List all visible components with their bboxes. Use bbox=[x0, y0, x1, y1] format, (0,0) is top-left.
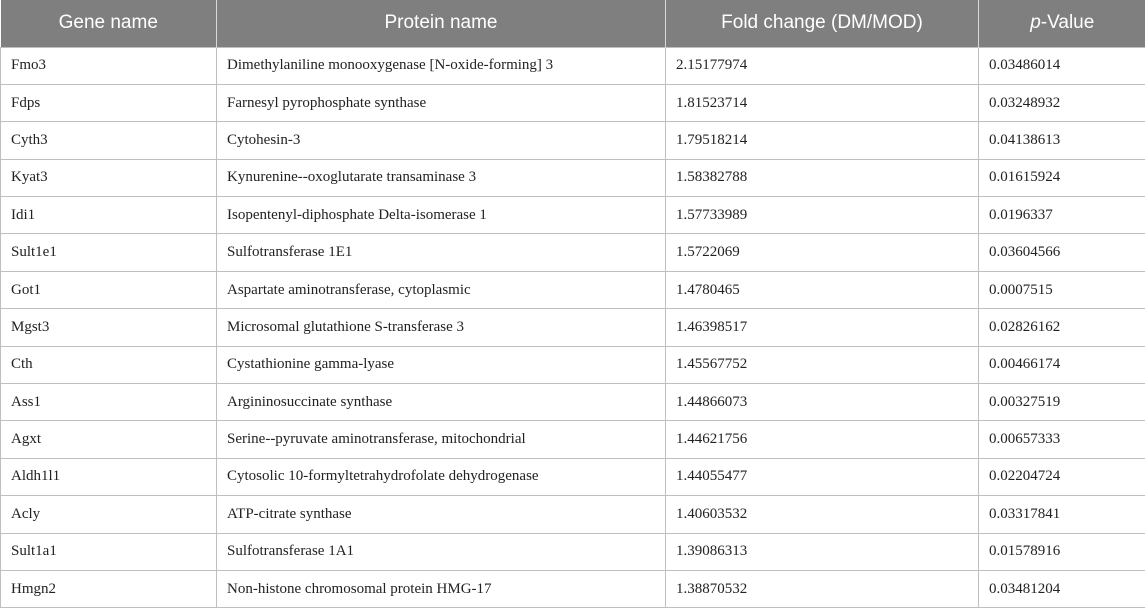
cell-gene-name: Hmgn2 bbox=[1, 570, 217, 607]
cell-fold-change: 1.5722069 bbox=[666, 234, 979, 271]
table-row bbox=[1, 47, 1145, 84]
cell-p-value: 0.00657333 bbox=[979, 421, 1145, 458]
cell-protein-name: Microsomal glutathione S-transferase 3 bbox=[217, 309, 666, 346]
cell-fold-change: 1.4780465 bbox=[666, 271, 979, 308]
table-row bbox=[1, 197, 1145, 234]
table-row bbox=[1, 421, 1145, 458]
cell-p-value: 0.02826162 bbox=[979, 309, 1145, 346]
header-p-italic: p bbox=[1030, 12, 1041, 34]
cell-p-value: 0.04138613 bbox=[979, 122, 1145, 159]
cell-p-value: 0.02204724 bbox=[979, 458, 1145, 495]
cell-protein-name: Isopentenyl-diphosphate Delta-isomerase 1 bbox=[217, 197, 666, 234]
cell-gene-name: Kyat3 bbox=[1, 159, 217, 196]
cell-fold-change: 1.81523714 bbox=[666, 84, 979, 121]
cell-gene-name: Cyth3 bbox=[1, 122, 217, 159]
table-row bbox=[1, 496, 1145, 533]
header-p-suffix: -Value bbox=[1040, 12, 1095, 34]
cell-fold-change: 1.45567752 bbox=[666, 346, 979, 383]
table-row bbox=[1, 122, 1145, 159]
table-header bbox=[1, 0, 1145, 47]
header-p-value bbox=[979, 0, 1145, 47]
cell-fold-change: 1.38870532 bbox=[666, 570, 979, 607]
cell-gene-name: Idi1 bbox=[1, 197, 217, 234]
table-row bbox=[1, 234, 1145, 271]
cell-fold-change: 1.46398517 bbox=[666, 309, 979, 346]
cell-fold-change: 1.44866073 bbox=[666, 384, 979, 421]
cell-gene-name: Mgst3 bbox=[1, 309, 217, 346]
cell-protein-name: Cytosolic 10-formyltetrahydrofolate dehydrogenase bbox=[217, 458, 666, 495]
cell-protein-name: Sulfotransferase 1E1 bbox=[217, 234, 666, 271]
header-gene-name: Gene name bbox=[58, 12, 158, 34]
cell-protein-name: Sulfotransferase 1A1 bbox=[217, 533, 666, 570]
cell-p-value: 0.03604566 bbox=[979, 234, 1145, 271]
cell-fold-change: 1.79518214 bbox=[666, 122, 979, 159]
table-row bbox=[1, 271, 1145, 308]
table-row bbox=[1, 346, 1145, 383]
cell-fold-change: 1.44621756 bbox=[666, 421, 979, 458]
cell-protein-name: Kynurenine--oxoglutarate transaminase 3 bbox=[217, 159, 666, 196]
cell-fold-change: 1.39086313 bbox=[666, 533, 979, 570]
cell-fold-change: 1.57733989 bbox=[666, 197, 979, 234]
table-body bbox=[1, 47, 1145, 608]
cell-p-value: 0.01578916 bbox=[979, 533, 1145, 570]
cell-gene-name: Fdps bbox=[1, 84, 217, 121]
cell-protein-name: Serine--pyruvate aminotransferase, mitochondrial bbox=[217, 421, 666, 458]
cell-p-value: 0.03486014 bbox=[979, 47, 1145, 84]
cell-gene-name: Acly bbox=[1, 496, 217, 533]
cell-protein-name: Argininosuccinate synthase bbox=[217, 384, 666, 421]
cell-p-value: 0.0196337 bbox=[979, 197, 1145, 234]
table-row bbox=[1, 458, 1145, 495]
table-row bbox=[1, 533, 1145, 570]
cell-gene-name: Got1 bbox=[1, 271, 217, 308]
table-row bbox=[1, 84, 1145, 121]
header-protein-name: Protein name bbox=[217, 0, 666, 47]
cell-fold-change: 2.15177974 bbox=[666, 47, 979, 84]
cell-fold-change: 1.44055477 bbox=[666, 458, 979, 495]
cell-protein-name: Aspartate aminotransferase, cytoplasmic bbox=[217, 271, 666, 308]
cell-protein-name: Cytohesin-3 bbox=[217, 122, 666, 159]
cell-protein-name: Non-histone chromosomal protein HMG-17 bbox=[217, 570, 666, 607]
cell-gene-name: Sult1a1 bbox=[1, 533, 217, 570]
table-row bbox=[1, 384, 1145, 421]
cell-fold-change: 1.58382788 bbox=[666, 159, 979, 196]
cell-p-value: 0.03317841 bbox=[979, 496, 1145, 533]
header-row bbox=[1, 0, 1145, 47]
cell-p-value: 0.03248932 bbox=[979, 84, 1145, 121]
table-row bbox=[1, 570, 1145, 607]
cell-gene-name: Ass1 bbox=[1, 384, 217, 421]
table-row bbox=[1, 309, 1145, 346]
cell-protein-name: ATP-citrate synthase bbox=[217, 496, 666, 533]
cell-p-value: 0.0007515 bbox=[979, 271, 1145, 308]
cell-p-value: 0.01615924 bbox=[979, 159, 1145, 196]
cell-gene-name: Sult1e1 bbox=[1, 234, 217, 271]
cell-protein-name: Cystathionine gamma-lyase bbox=[217, 346, 666, 383]
cell-protein-name: Dimethylaniline monooxygenase [N-oxide-forming] 3 bbox=[217, 47, 666, 84]
cell-p-value: 0.00327519 bbox=[979, 384, 1145, 421]
header-fold-change: Fold change (DM/MOD) bbox=[666, 0, 979, 47]
cell-fold-change: 1.40603532 bbox=[666, 496, 979, 533]
cell-protein-name: Farnesyl pyrophosphate synthase bbox=[217, 84, 666, 121]
cell-gene-name: Aldh1l1 bbox=[1, 458, 217, 495]
cell-gene-name: Cth bbox=[1, 346, 217, 383]
cell-p-value: 0.00466174 bbox=[979, 346, 1145, 383]
cell-p-value: 0.03481204 bbox=[979, 570, 1145, 607]
table-row bbox=[1, 159, 1145, 196]
cell-gene-name: Fmo3 bbox=[1, 47, 217, 84]
cell-gene-name: Agxt bbox=[1, 421, 217, 458]
